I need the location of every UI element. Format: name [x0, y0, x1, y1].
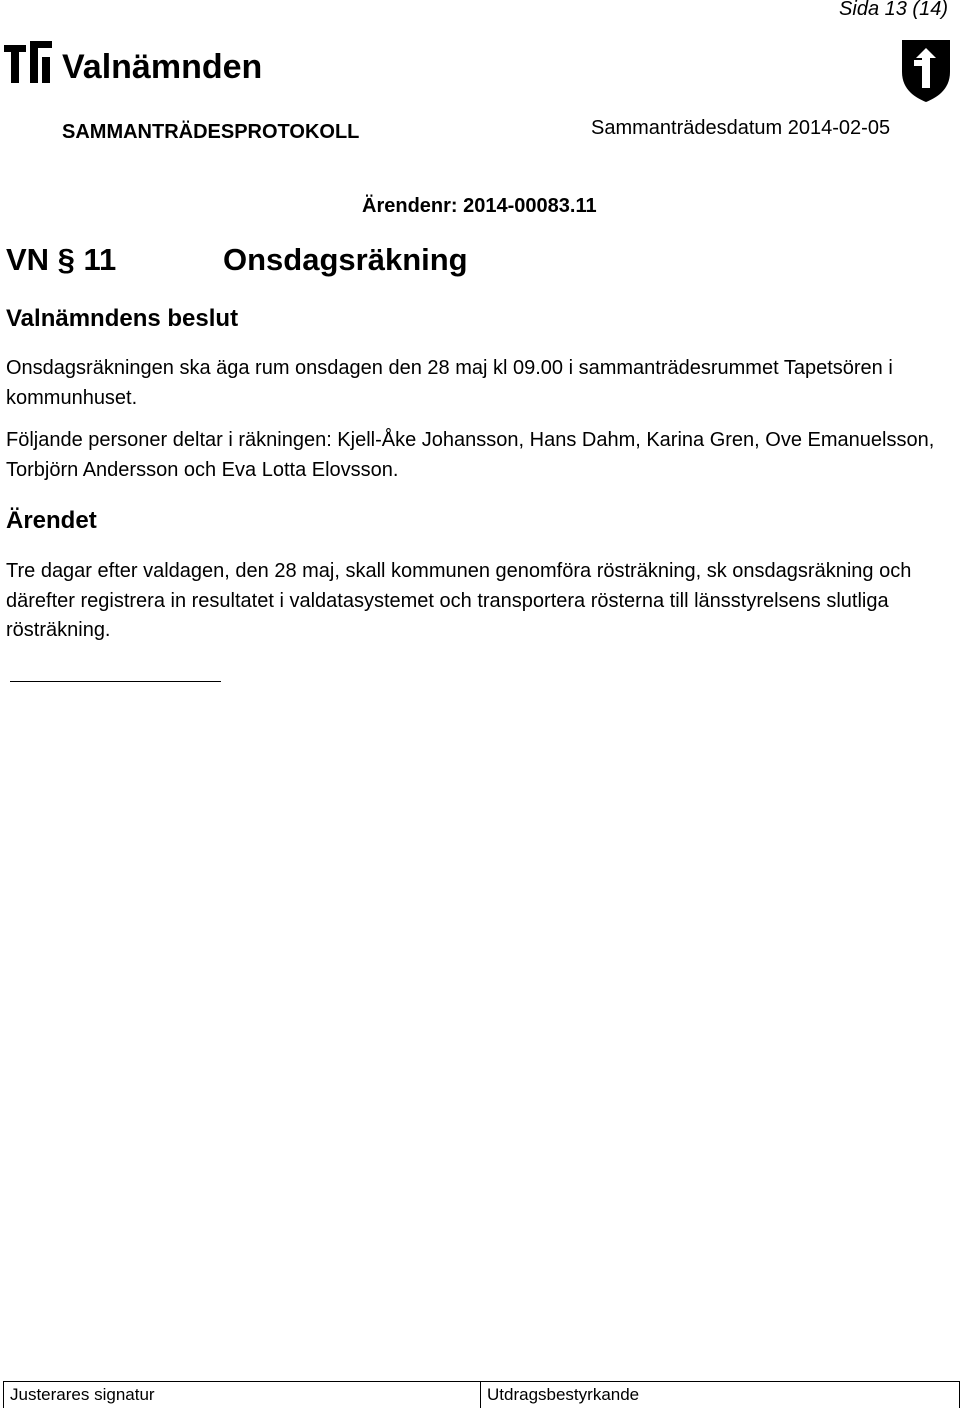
decision-paragraph: Följande personer deltar i räkningen: Kjell-Åke Johansson, Hans Dahm, Karina Gren, Ove Emanuelsson, Torbjörn Andersson och Eva Lotta Elovsson.: [6, 429, 935, 481]
municipality-logo-icon: [4, 41, 52, 83]
org-name: Valnämnden: [62, 48, 263, 86]
section-title: Onsdagsräkning: [223, 242, 468, 277]
meeting-date: Sammanträdesdatum 2014-02-05: [591, 117, 891, 139]
decision-heading: Valnämndens beslut: [6, 305, 239, 332]
matter-paragraph: Tre dagar efter valdagen, den 28 maj, skall kommunen genomföra rösträkning, sk onsdagsräkning och därefter registrera in resultatet i valdatasystemet och transportera rösterna till länsstyrelsens slutliga rösträkning.: [6, 560, 912, 641]
case-number: Ärendenr: 2014-00083.11: [362, 195, 597, 217]
extract-cell: Utdragsbestyrkande: [481, 1382, 960, 1408]
page-number: Sida 13 (14): [839, 0, 948, 20]
document-type: SAMMANTRÄDESPROTOKOLL: [62, 121, 360, 143]
signature-cell: Justerares signatur: [4, 1382, 481, 1408]
matter-heading: Ärendet: [6, 507, 97, 534]
decision-paragraph: Onsdagsräkningen ska äga rum onsdagen den 28 maj kl 09.00 i sammanträdesrummet Tapetsören i kommunhuset.: [6, 357, 893, 409]
signature-footer: [3, 1381, 960, 1408]
end-rule: [10, 681, 221, 682]
coat-of-arms-icon: [900, 38, 952, 104]
section-number: VN § 11: [6, 242, 117, 277]
